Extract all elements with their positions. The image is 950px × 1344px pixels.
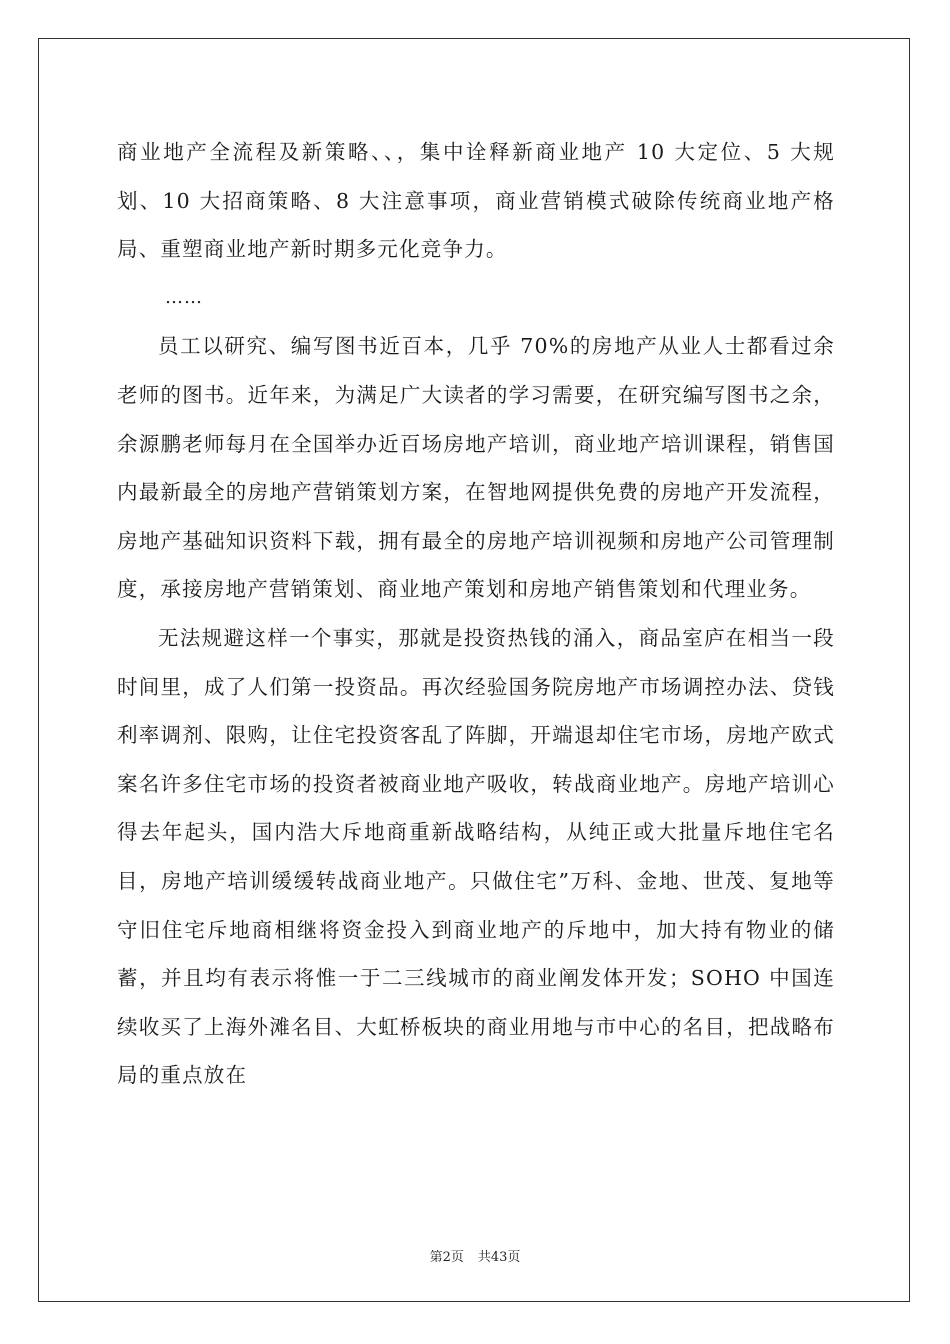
paragraph-ellipsis: …… [165, 286, 203, 308]
page-total: 共43页 [477, 1250, 521, 1265]
document-body [117, 128, 835, 1100]
paragraph-commercial-strategy: 商业地产全流程及新策略、、，集中诠释新商业地产 10 大定位、5 大规划、10 大招商策略、8 大注意事项，商业营销模式破除传统商业地产格局、重塑商业地产新时期多元化竞争力。 [117, 140, 835, 262]
paragraph-author-intro: 员工以研究、编写图书近百本，几乎 70%的房地产从业人士都看过余老师的图书。近年来，为满足广大读者的学习需要，在研究编写图书之余，余源鹏老师每月在全国举办近百场房地产培训，商业地产培训课程，销售国内最新最全的房地产营销策划方案，在智地网提供免费的房地产开发流程，房地产基础知识资料下载，拥有最全的房地产培训视频和房地产公司管理制度，承接房地产营销策划、商业地产策划和房地产销售策划和代理业务。 [117, 334, 835, 602]
paragraph-market-shift: 无法规避这样一个事实，那就是投资热钱的涌入，商品室庐在相当一段时间里，成了人们第一投资品。再次经验国务院房地产市场调控办法、贷钱利率调剂、限购，让住宅投资客乱了阵脚，开端退却住宅市场，房地产欧式案名许多住宅市场的投资者被商业地产吸收，转战商业地产。房地产培训心得去年起头，国内浩大斥地商重新战略结构，从纯正或大批量斥地住宅名目，房地产培训缓缓转战商业地产。只做住宅”万科、金地、世茂、复地等守旧住宅斥地商相继将资金投入到商业地产的斥地中，加大持有物业的储蓄，并且均有表示将惟一于二三线城市的商业阐发体开发；SOHO 中国连续收买了上海外滩名目、大虹桥板块的商业用地与市中心的名目，把战略布局的重点放在 [117, 625, 835, 1088]
page-footer [0, 1246, 950, 1265]
page-number: 第2页 [429, 1250, 464, 1265]
